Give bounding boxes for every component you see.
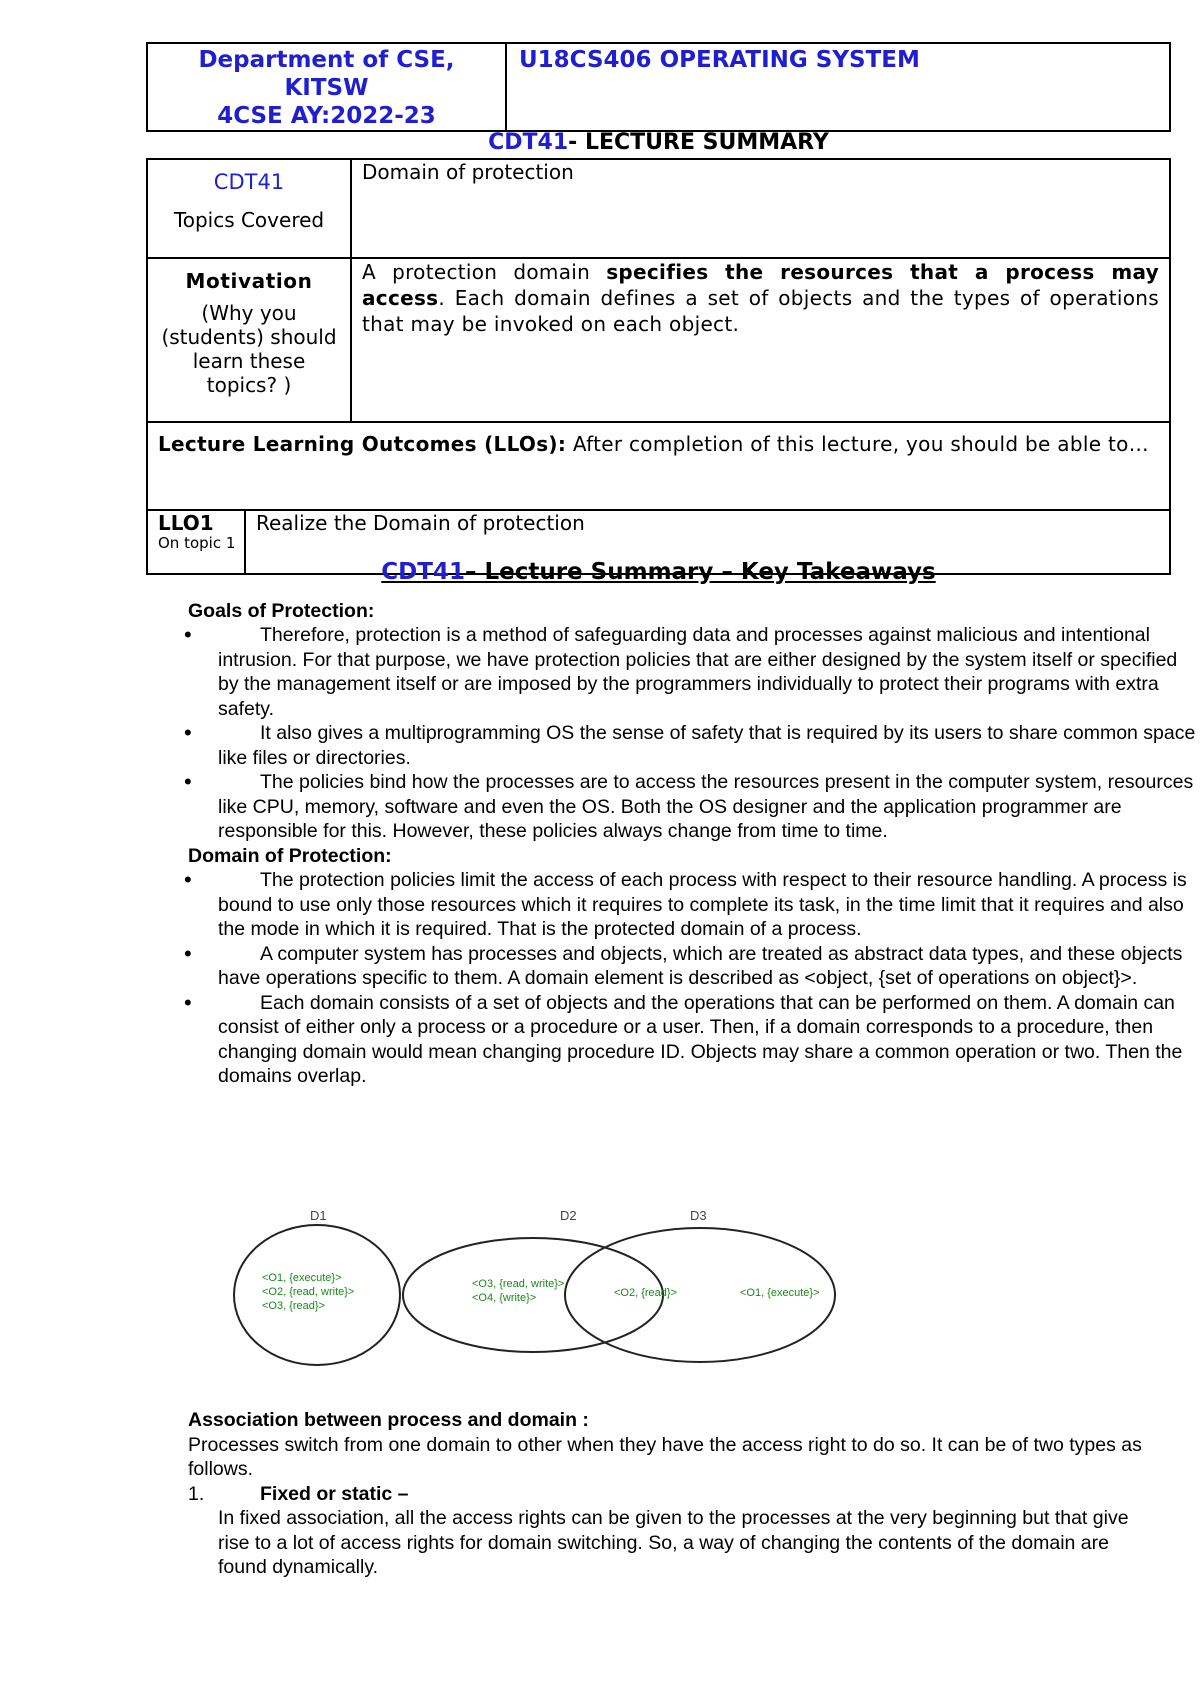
goals-bullet-text: It also gives a multiprogramming OS the sense of safety that is required by its users to share common space like files or directories. bbox=[218, 722, 1196, 769]
d1-label: D1 bbox=[310, 1208, 327, 1223]
domain-bullet bbox=[146, 942, 1198, 991]
motivation-sub: (Why you (students) should learn these topics? ) bbox=[161, 301, 337, 397]
domain-bullet-text: Each domain consists of a set of objects and the operations that can be performed on them. A domain can consist of either only a process or a procedure or a user. Then, if a domain corresponds to a procedure, then changing domain would mean changing procedure ID. Objects may share a common operation or two. Then the domains overlap. bbox=[218, 991, 1183, 1087]
domain-bullet bbox=[146, 868, 1198, 942]
department-cell bbox=[147, 43, 506, 131]
type1-text: In fixed association, all the access rights can be given to the processes at the very beginning but that give rise to a lot of access rights for domain switching. So, a way of changing the contents of the domain are found dynamically. bbox=[218, 1507, 1129, 1578]
goals-bullet bbox=[146, 721, 1198, 770]
domain-bullet bbox=[146, 991, 1198, 1089]
goals-bullet bbox=[146, 770, 1198, 844]
overlap-item: <O2, {read}> bbox=[614, 1287, 677, 1299]
d2-item: <O4, {write}> bbox=[472, 1292, 537, 1304]
domain-bullet-text: A computer system has processes and objects, which are treated as abstract data types, and these objects have operations specific to them. A domain element is described as <object, {set of operations on object}>. bbox=[218, 942, 1183, 989]
association-heading: Association between process and domain : bbox=[188, 1409, 589, 1431]
motivation-text-cell bbox=[351, 258, 1170, 422]
takeaways-title-rest: – Lecture Summary – Key Takeaways bbox=[464, 559, 936, 585]
course-cell bbox=[506, 43, 1170, 131]
d1-item: <O2, {read, write}> bbox=[262, 1286, 355, 1298]
llo-label: Lecture Learning Outcomes (LLOs): bbox=[158, 432, 567, 456]
domain-heading: Domain of Protection: bbox=[188, 844, 392, 867]
llo-item-topic: On topic 1 bbox=[158, 534, 236, 552]
d2-item: <O3, {read, write}> bbox=[472, 1278, 565, 1290]
d1-item: <O1, {execute}> bbox=[262, 1272, 342, 1284]
topics-label-cell bbox=[147, 159, 351, 258]
type1-heading: Fixed or static – bbox=[260, 1482, 409, 1505]
dept-line2: KITSW bbox=[284, 75, 369, 101]
association-text: Processes switch from one domain to other when they have the access right to do so. It can be of two types as follows. bbox=[188, 1433, 1142, 1480]
motivation-label: Motivation bbox=[185, 269, 313, 293]
association-section bbox=[146, 1408, 1171, 1580]
d2-label: D2 bbox=[560, 1208, 577, 1223]
llo-item-text: Realize the Domain of protection bbox=[256, 511, 585, 535]
motivation-text-pre: A protection domain bbox=[362, 260, 607, 284]
llo-header-cell bbox=[147, 422, 1170, 510]
llo-item-code: LLO1 bbox=[158, 511, 214, 535]
motivation-label-cell bbox=[147, 258, 351, 422]
takeaways-title bbox=[146, 560, 1171, 585]
key-takeaways bbox=[146, 559, 1196, 1089]
topics-value: Domain of protection bbox=[362, 160, 574, 184]
topics-label: Topics Covered bbox=[173, 208, 325, 232]
d1-item: <O3, {read}> bbox=[262, 1300, 325, 1312]
association-type1 bbox=[188, 1482, 1171, 1507]
type1-number: 1. bbox=[188, 1482, 205, 1505]
motivation-text-bold: specifies the resources that a process may access bbox=[362, 260, 1159, 310]
d3-label: D3 bbox=[690, 1208, 707, 1223]
dept-line3: 4CSE AY:2022-23 bbox=[217, 103, 436, 129]
llo-text: After completion of this lecture, you should be able to… bbox=[566, 432, 1149, 456]
d3-item: <O1, {execute}> bbox=[740, 1287, 820, 1299]
goals-bullet-text: The policies bind how the processes are to access the resources present in the computer system, resources like CPU, memory, software and even the OS. Both the OS designer and the application programmer are responsible for this. However, these policies always change from time to time. bbox=[218, 771, 1194, 842]
course-title: U18CS406 OPERATING SYSTEM bbox=[519, 47, 920, 73]
lecture-summary-label: - LECTURE SUMMARY bbox=[568, 130, 829, 155]
topics-value-cell bbox=[351, 159, 1170, 258]
header-table bbox=[146, 42, 1171, 132]
summary-table bbox=[146, 158, 1171, 575]
dept-line1: Department of CSE, bbox=[198, 47, 455, 73]
topics-code: CDT41 bbox=[213, 170, 285, 194]
lecture-code: CDT41 bbox=[488, 130, 569, 155]
domain-diagram bbox=[230, 1205, 880, 1375]
goals-heading: Goals of Protection: bbox=[188, 599, 375, 622]
takeaways-code: CDT41 bbox=[381, 559, 465, 585]
goals-bullet-text: Therefore, protection is a method of safeguarding data and processes against malicious and intentional intrusion. For that purpose, we have protection policies that are either designed by the system itself or specified by the management itself or are imposed by the programmers individually to protect their programs with extra safety. bbox=[218, 624, 1178, 720]
lecture-summary-heading bbox=[146, 130, 1171, 155]
motivation-text-post: . Each domain defines a set of objects and the types of operations that may be invoked on each object. bbox=[362, 286, 1159, 336]
goals-bullet bbox=[146, 623, 1198, 721]
domain-bullet-text: The protection policies limit the access of each process with respect to their resource handling. A process is bound to use only those resources which it requires to complete its task, in the time limit that it requires and also the mode in which it is required. That is the protected domain of a process. bbox=[218, 869, 1187, 940]
